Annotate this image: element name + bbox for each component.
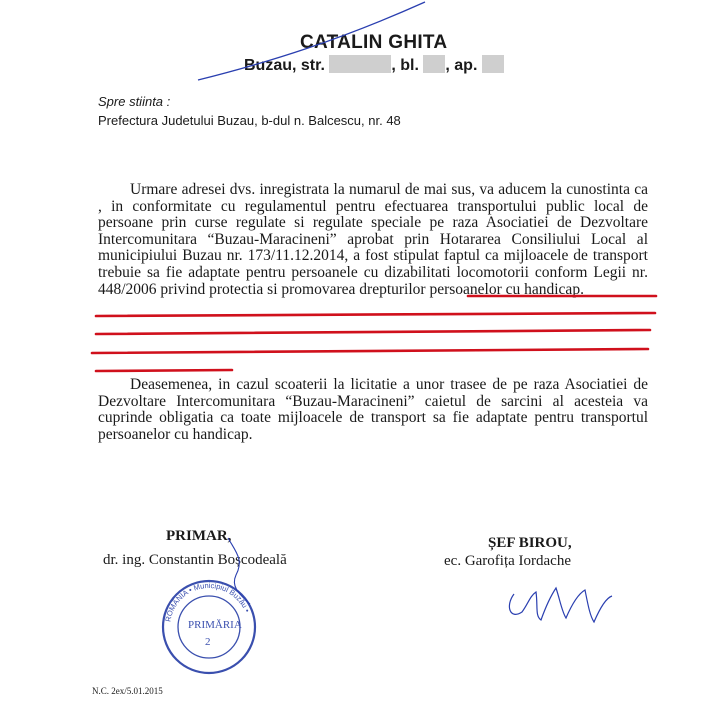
- red-underline-line-3: [96, 330, 650, 334]
- red-underline-group: [92, 296, 656, 371]
- body-paragraph-1: [98, 182, 648, 298]
- address-block-label: , bl.: [391, 57, 419, 74]
- sender-name: CATALIN GHITA: [300, 32, 448, 53]
- address-street-label: Buzau, str.: [244, 57, 325, 74]
- stamp-number: 2: [205, 636, 211, 648]
- mayor-title: PRIMAR,: [166, 528, 232, 544]
- mayor-signature: [228, 538, 250, 604]
- head-office-title: ȘEF BIROU,: [488, 535, 572, 551]
- redacted-block: [423, 55, 445, 73]
- red-underline-line-4: [92, 349, 648, 353]
- svg-text:ROMÂNIA • Municipiul Buzău •: [163, 581, 252, 623]
- stamp-ring-text: ROMÂNIA • Municipiul Buzău •: [163, 580, 252, 623]
- stamp-center-text: PRIMĂRIA: [188, 619, 242, 631]
- head-office-name: ec. Garofița Iordache: [444, 553, 572, 569]
- reference-number: N.C. 2ex/5.01.2015: [92, 686, 163, 696]
- underlined-passage: fost stipulat faptul ca mijloacele de transport trebuie sa fie adaptate pentru persoanele cu dizabilitati locomotorii conform Legii nr. 448/2006 privind protectia si promovarea drepturilor persoanelor cu handicap.: [98, 247, 648, 298]
- redacted-street: [329, 55, 391, 73]
- red-underline-line-2: [96, 313, 655, 316]
- recipient-label: Spre stiinta :: [98, 94, 171, 109]
- paragraph-1-text: Urmare adresei dvs. inregistrata la numarul de mai sus, va aducem la cunostinta ca , in conformitate cu regulamentul pentru efectuarea transportului public local de persoane prin curse regulate si regulate speciale pe raza Asociatiei de Dezvoltare Intercomunitara “Buzau-Maracineni” aprobat prin Hotararea Consiliului Local al municipiului Buzau nr. 173/11.12.2014, a: [98, 181, 648, 265]
- sender-address: [244, 55, 504, 75]
- stamp-icon: [163, 581, 255, 673]
- body-paragraph-2: Deasemenea, in cazul scoaterii la licitatie a unor trasee de pe raza Asociatiei de Dezvoltare Intercomunitara “Buzau-Maracineni” caietul de sarcini al acesteia va cuprinde obligatia ca toate mijloacele de transport sa fie adaptate pentru transportul persoanelor cu handicap.: [98, 376, 648, 443]
- address-apartment-label: , ap.: [445, 57, 478, 74]
- head-office-signature: [509, 588, 612, 622]
- mayor-name: dr. ing. Constantin Boșcodeală: [103, 552, 287, 568]
- redacted-apartment: [482, 55, 504, 73]
- red-underline-line-5: [96, 370, 232, 371]
- recipient-address: Prefectura Judetului Buzau, b-dul n. Balcescu, nr. 48: [98, 113, 401, 128]
